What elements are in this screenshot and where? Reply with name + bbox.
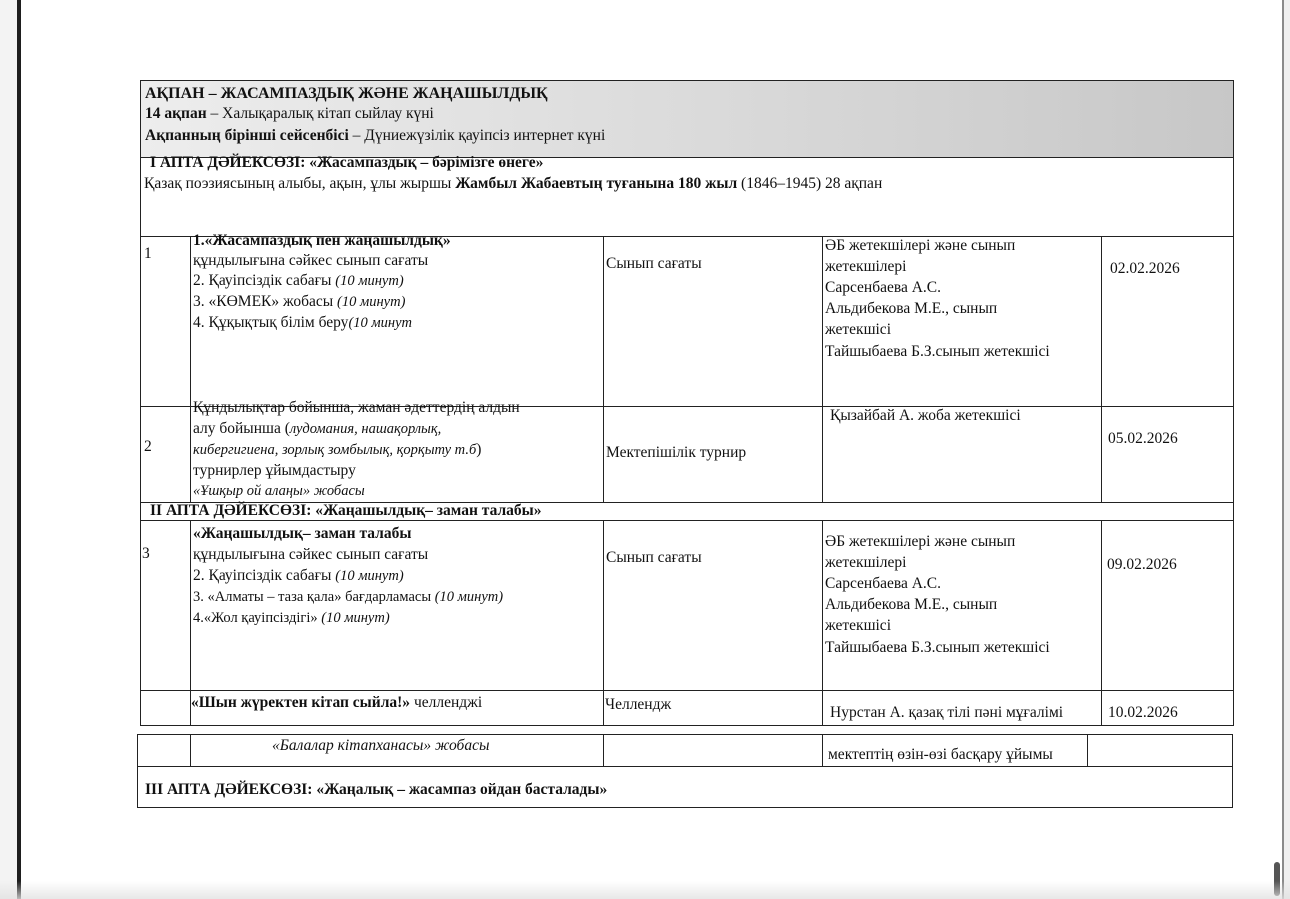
event-line: «Ұшқыр ой алаңы» жобасы — [193, 483, 365, 499]
event-title: «Шын жүректен кітап сыйла!» челленджі — [191, 694, 483, 711]
event-line: 2. Қауіпсіздік сабағы (10 минут) — [193, 272, 404, 289]
week1-motto: І АПТА ДӘЙЕКСӨЗІ: «Жасампаздық – бәрімізге өнеге» — [150, 154, 544, 171]
event-form: Сынып сағаты — [606, 549, 702, 566]
scan-left-edge — [17, 0, 21, 899]
event-line: құндылығына сәйкес сынып сағаты — [193, 252, 429, 269]
event-line: 2. Қауіпсіздік сабағы (10 минут) — [193, 567, 404, 584]
event-date: 10.02.2026 — [1108, 704, 1178, 721]
event-line: Құндылықтар бойынша, жаман әдеттердің алдын — [193, 399, 520, 416]
responsible-line: Альдибекова М.Е., сынып — [825, 300, 998, 317]
row-number: 2 — [144, 438, 152, 455]
header-line-2: 14 ақпан – Халықаралық кітап сыйлау күні — [145, 105, 434, 122]
event-line: 4. Құқықтық білім беру(10 минут — [193, 314, 412, 331]
row-number: 1 — [144, 245, 152, 262]
responsible-line: жетекшісі — [825, 617, 891, 634]
event-title: «Жаңашылдық– заман талабы — [193, 525, 412, 542]
page-title: АҚПАН – ЖАСАМПАЗДЫҚ ЖӘНЕ ЖАҢАШЫЛДЫҚ — [145, 85, 548, 102]
event-line: алу бойынша (лудомания, нашақорлық, — [193, 420, 442, 437]
responsible-line: Альдибекова М.Е., сынып — [825, 596, 998, 613]
week2-motto: ІІ АПТА ДӘЙЕКСӨЗІ: «Жаңашылдық– заман талабы» — [150, 502, 542, 519]
row-number: 3 — [142, 545, 150, 562]
responsible-line: Қызайбай А. жоба жетекшісі — [830, 407, 1021, 424]
event-line: турнирлер ұйымдастыру — [193, 462, 356, 479]
event-form: Мектепішілік турнир — [606, 444, 747, 461]
responsible-line: ӘБ жетекшілері және сынып — [825, 533, 1016, 550]
responsible-line: Тайшыбаева Б.З.сынып жетекшісі — [825, 639, 1050, 656]
project-name: «Балалар кітапханасы» жобасы — [272, 737, 490, 754]
event-title: 1.«Жасампаздық пен жаңашылдық» — [193, 232, 451, 249]
responsible-line: Тайшыбаева Б.З.сынып жетекшісі — [825, 343, 1050, 360]
responsible-line: Сарсенбаева А.С. — [825, 279, 942, 296]
event-date: 05.02.2026 — [1108, 430, 1178, 447]
responsible-line: Нурстан А. қазақ тілі пәні мұғалімі — [830, 704, 1064, 721]
event-date: 09.02.2026 — [1107, 556, 1177, 573]
header-line-3: Ақпанның бірінші сейсенбісі – Дүниежүзілік қауіпсіз интернет күні — [145, 127, 606, 144]
responsible-line: жетекшісі — [825, 321, 891, 338]
week3-motto: ІІІ АПТА ДӘЙЕКСӨЗІ: «Жаңалық – жасампаз ойдан басталады» — [145, 781, 608, 798]
event-line: 3. «Алматы – таза қала» бағдарламасы (10 минут) — [193, 589, 504, 605]
event-line: 4.«Жол қауіпсіздігі» (10 минут) — [193, 610, 390, 626]
event-form: Челлендж — [605, 696, 672, 713]
responsible-line: жетекшілері — [825, 554, 907, 571]
scan-right-edge — [1282, 0, 1284, 899]
week1-note: Қазақ поэзиясының алыбы, ақын, ұлы жыршы Жамбыл Жабаевтың туғанына 180 жыл (1846–1945) 28 ақпан — [144, 175, 883, 192]
page-bottom-shadow — [0, 881, 1290, 899]
event-date: 02.02.2026 — [1110, 260, 1180, 277]
event-line: құндылығына сәйкес сынып сағаты — [193, 546, 429, 563]
responsible-line: ӘБ жетекшілері және сынып — [825, 237, 1016, 254]
scan-left-margin — [0, 0, 18, 899]
event-line: 3. «КӨМЕК» жобасы (10 минут) — [193, 293, 406, 310]
responsible-line: Сарсенбаева А.С. — [825, 575, 942, 592]
responsible-line: мектептің өзін-өзі басқару ұйымы — [828, 746, 1053, 763]
responsible-line: жетекшілері — [825, 258, 907, 275]
event-line: кибергигиена, зорлық зомбылық, қорқыту т.б) — [193, 441, 482, 458]
event-form: Сынып сағаты — [606, 255, 702, 272]
